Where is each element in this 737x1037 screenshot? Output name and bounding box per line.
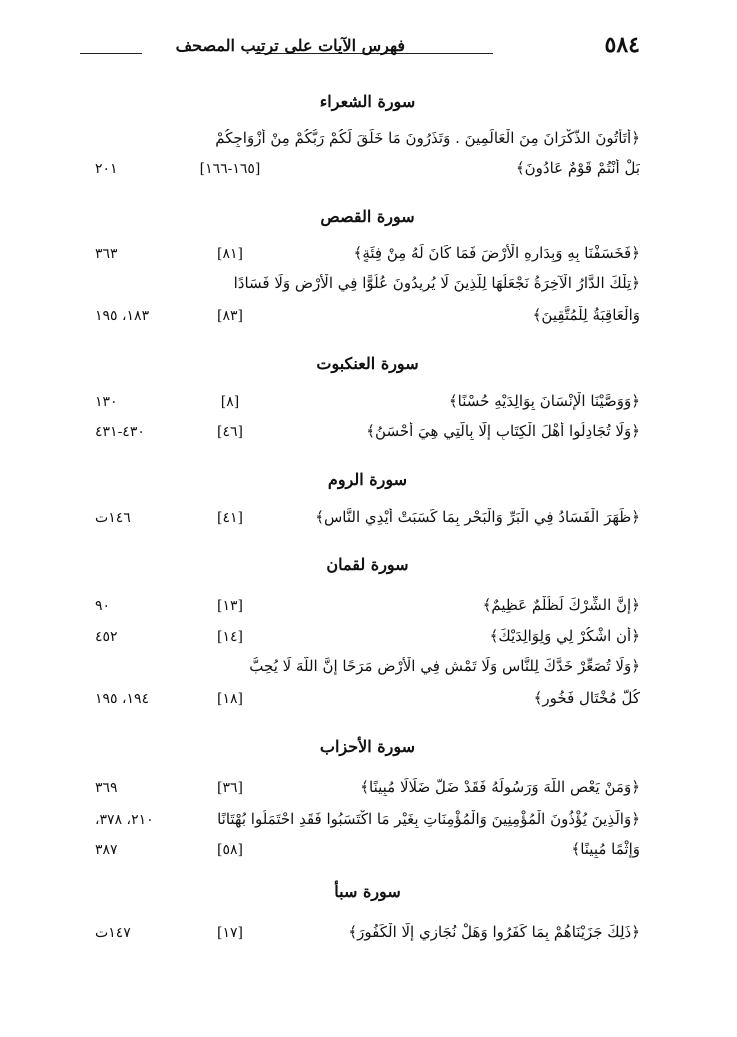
- surah-title: سورة الأحزاب: [319, 737, 416, 756]
- verse-entry: [95, 778, 640, 810]
- page-references: ٩٠: [95, 598, 111, 614]
- page-references: ٤٣٠-٤٣١: [95, 424, 145, 440]
- verse-text: وَالْعَاقِبَةُ لِلْمُتَّقِينَ﴾: [532, 306, 640, 324]
- verse-reference: [٤٦]: [217, 424, 243, 440]
- surah-section: [95, 354, 640, 440]
- page-references: ٣٦٣: [95, 246, 118, 262]
- verse-entry: [95, 627, 640, 657]
- verse-entry: [95, 508, 640, 538]
- surah-section: [95, 92, 640, 177]
- surah-title: سورة العنكبوت: [316, 354, 419, 373]
- page-references: ٣٨٧: [95, 842, 118, 858]
- page-references: ١٨٣، ١٩٥: [95, 308, 150, 324]
- verse-entry: [95, 392, 640, 422]
- page-number: ٥٨٤: [604, 32, 640, 58]
- verse-text: ﴿وَلَا تُصَعِّرْ خَدَّكَ لِلنَّاسِ وَلَا تَمْشِ فِي الْأَرْضِ مَرَحًا إِنَّ اللَّهَ لَا يُحِبُّ: [249, 657, 640, 675]
- surah-section: [95, 470, 640, 526]
- surah-title: سورة الروم: [327, 470, 408, 489]
- verse-reference: [٤١]: [217, 510, 243, 526]
- surah-title: سورة الشعراء: [319, 92, 416, 111]
- page-references: ٢١٠، ٣٧٨،: [95, 812, 154, 828]
- verse-text: كُلَّ مُخْتَالٍ فَخُورٍ﴾: [533, 689, 640, 707]
- surah-section: [95, 555, 640, 707]
- header-rule-short: [80, 53, 142, 54]
- verse-text: ﴿وَالَّذِينَ يُؤْذُونَ الْمُؤْمِنِينَ وَالْمُؤْمِنَاتِ بِغَيْرِ مَا اكْتَسَبُوا فَقَدِ احْتَمَلُوا بُهْتَانًا: [217, 810, 640, 828]
- verse-text: ﴿ظَهَرَ الْفَسَادُ فِي الْبَرِّ وَالْبَحْرِ بِمَا كَسَبَتْ أَيْدِي النَّاسِ﴾: [315, 508, 640, 526]
- verse-entry: [95, 244, 640, 274]
- verse-text: ﴿تِلْكَ الدَّارُ الْآخِرَةُ نَجْعَلُهَا لِلَّذِينَ لَا يُرِيدُونَ عُلُوًّا فِي الْأَرْضِ وَلَا فَسَادًا: [233, 274, 640, 292]
- verse-reference: [١٨]: [217, 691, 243, 707]
- verse-reference: [١٧]: [217, 925, 243, 941]
- verse-reference: [١٤]: [217, 629, 243, 645]
- verse-text: ﴿وَوَصَّيْنَا الْإِنْسَانَ بِوَالِدَيْهِ حُسْنًا﴾: [448, 392, 640, 410]
- verse-reference: [٨٣]: [217, 308, 243, 324]
- verse-entry: [95, 657, 640, 717]
- verse-reference: [١٦٥-١٦٦]: [199, 161, 261, 177]
- page-references: ١٤٦ت: [95, 510, 131, 526]
- verse-text: ﴿ذَلِكَ جَزَيْنَاهُمْ بِمَا كَفَرُوا وَهَلْ نُجَازِي إِلَّا الْكَفُورَ﴾: [348, 923, 640, 941]
- page-references: ٣٦٩: [95, 780, 118, 796]
- surah-section: [95, 737, 640, 858]
- verse-entry: [95, 129, 640, 189]
- verse-text: وَإِثْمًا مُبِينًا﴾: [571, 840, 640, 858]
- page-references: ٢٠١: [95, 161, 118, 177]
- page-references: ١٤٧ت: [95, 925, 131, 941]
- surah-section: [95, 207, 640, 324]
- verse-entry: [95, 596, 640, 627]
- verse-text: ﴿أَنِ اشْكُرْ لِي وَلِوَالِدَيْكَ﴾: [489, 627, 640, 645]
- page-references: ١٣٠: [95, 394, 118, 410]
- verse-text: ﴿وَمَنْ يَعْصِ اللَّهَ وَرَسُولَهُ فَقَدْ ضَلَّ ضَلَالًا مُبِينًا﴾: [360, 778, 640, 796]
- surah-title: سورة القصص: [320, 207, 415, 226]
- running-title: فهرس الآيات على ترتيب المصحف: [175, 36, 405, 55]
- verse-text: بَلْ أَنْتُمْ قَوْمٌ عَادُونَ﴾: [515, 159, 640, 177]
- page-header: [80, 30, 640, 64]
- verse-text: ﴿وَلَا تُجَادِلُوا أَهْلَ الْكِتَابِ إِلَّا بِالَّتِي هِيَ أَحْسَنُ﴾: [366, 422, 640, 440]
- page-references: ١٩٤، ١٩٥: [95, 691, 150, 707]
- verse-reference: [٥٨]: [217, 842, 243, 858]
- verse-entry: [95, 274, 640, 334]
- surah-title: سورة سبأ: [334, 882, 401, 901]
- verse-entry: [95, 422, 640, 452]
- surah-title: سورة لقمان: [326, 555, 409, 574]
- verse-reference: [٣٦]: [217, 780, 243, 796]
- verse-reference: [١٣]: [217, 598, 243, 614]
- verse-text: ﴿فَخَسَفْنَا بِهِ وَبِدَارِهِ الْأَرْضَ فَمَا كَانَ لَهُ مِنْ فِئَةٍ﴾: [353, 244, 640, 262]
- verse-reference: [٨١]: [217, 246, 243, 262]
- verse-entry: [95, 923, 640, 953]
- verse-reference: [٨]: [220, 394, 240, 410]
- page-references: ٤٥٢: [95, 629, 118, 645]
- verse-text: ﴿أَتَأْتُونَ الذُّكْرَانَ مِنَ الْعَالَمِينَ . وَتَذَرُونَ مَا خَلَقَ لَكُمْ رَبُّكُمْ مِنْ أَزْوَاجِكُمْ: [215, 129, 640, 147]
- verse-text: ﴿إِنَّ الشِّرْكَ لَظُلْمٌ عَظِيمٌ﴾: [482, 596, 640, 614]
- surah-section: [95, 882, 640, 941]
- verse-entry: [95, 810, 640, 870]
